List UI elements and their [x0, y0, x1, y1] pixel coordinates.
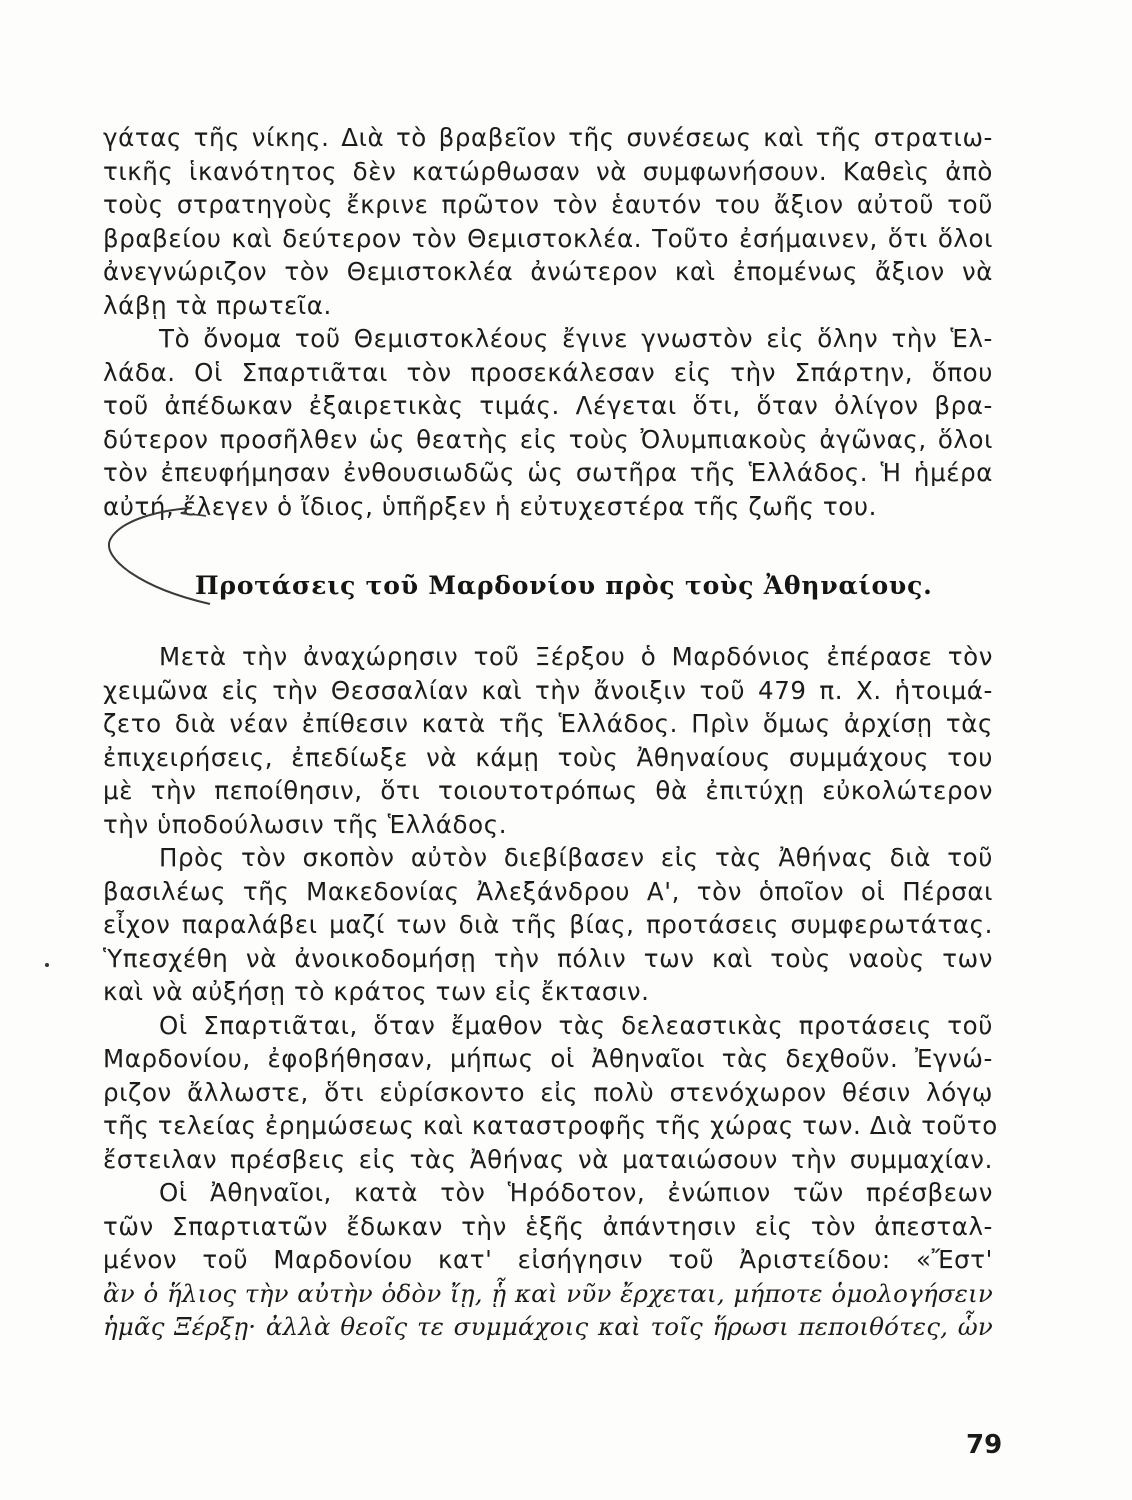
paragraph-5 — [103, 1009, 998, 1177]
text-line: Ὑπεσχέθη νὰ ἀνοικοδομήσῃ τὴν πόλιν των καὶ τοὺς ναοὺς των — [103, 943, 993, 973]
text-line: Τὸ ὄνομα τοῦ Θεμιστοκλέους ἔγινε γνωστὸν εἰς ὅλην τὴν Ἑλ- — [159, 324, 993, 353]
text-line: τῆς τελείας ἐρημώσεως καὶ καταστροφῆς τῆς χώρας των. Διὰ τοῦτο — [103, 1111, 998, 1140]
text-section-1 — [103, 121, 993, 523]
quote-line: ἡμᾶς Ξέρξῃ· ἀλλὰ θεοῖς τε συμμάχοις καὶ τοῖς ἥρωσι πεποιθότες, ὧν — [103, 1312, 993, 1341]
text-line: λάδα. Οἱ Σπαρτιᾶται τὸν προσεκάλεσαν εἰς τὴν Σπάρτην, ὅπου — [103, 357, 993, 387]
scan-speck — [45, 963, 49, 967]
text-line: καὶ νὰ αὐξήσῃ τὸ κράτος των εἰς ἔκτασιν. — [103, 977, 650, 1006]
text-line: τὸν ἐπευφήμησαν ἐνθουσιωδῶς ὡς σωτῆρα τῆς Ἑλλάδος. Ἡ ἡμέρα — [103, 458, 993, 487]
text-line: ἐπιχειρήσεις, ἐπεδίωξε νὰ κάμῃ τοὺς Ἀθηναίους συμμάχους του — [103, 742, 993, 772]
paragraph-4 — [103, 841, 993, 1009]
text-line: δύτερον προσῆλθεν ὡς θεατὴς εἰς τοὺς Ὀλυμπιακοὺς ἀγῶνας, ὅλοι — [103, 424, 993, 454]
text-line: Πρὸς τὸν σκοπὸν αὐτὸν διεβίβασεν εἰς τὰς Ἀθήνας διὰ τοῦ — [159, 843, 993, 872]
text-line: ἀνεγνώριζον τὸν Θεμιστοκλέα ἀνώτερον καὶ ἐπομένως ἄξιον νὰ — [103, 257, 993, 286]
text-line: ριζον ἄλλωστε, ὅτι εὑρίσκοντο εἰς πολὺ στενόχωρον θέσιν λόγῳ — [103, 1077, 993, 1107]
text-line: λάβῃ τὰ πρωτεῖα. — [103, 290, 332, 320]
text-line: τῶν Σπαρτιατῶν ἔδωκαν τὴν ἑξῆς ἀπάντησιν εἰς τὸν ἀπεσταλ- — [103, 1211, 993, 1241]
text-line: Μαρδονίου, ἐφοβήθησαν, μήπως οἱ Ἀθηναῖοι τὰς δεχθοῦν. Ἐγνώ- — [103, 1044, 993, 1073]
text-line: βραβείου καὶ δεύτερον τὸν Θεμιστοκλέα. Τοῦτο ἐσήμαινεν, ὅτι ὅλοι — [103, 223, 993, 253]
text-line: εἶχον παραλάβει μαζί των διὰ τῆς βίας, προτάσεις συμφερωτάτας. — [103, 910, 993, 939]
text-section-2 — [103, 640, 998, 1344]
section-heading: Προτάσεις τοῦ Μαρδονίου πρὸς τοὺς Ἀθηναίους. — [195, 571, 933, 600]
quote-line: ἂν ὁ ἥλιος τὴν αὐτὴν ὁδὸν ἴῃ, ᾗ καὶ νῦν ἔρχεται, μήποτε ὁμολογήσειν — [103, 1278, 993, 1308]
text-line: ζετο διὰ νέαν ἐπίθεσιν κατὰ τῆς Ἑλλάδος. Πρὶν ὅμως ἀρχίσῃ τὰς — [103, 709, 993, 738]
paragraph-3 — [103, 640, 993, 841]
text-line: Οἱ Ἀθηναῖοι, κατὰ τὸν Ἡρόδοτον, ἐνώπιον τῶν πρέσβεων — [159, 1178, 993, 1207]
paragraph-6 — [103, 1176, 993, 1344]
page-number: 79 — [966, 1430, 1003, 1460]
text-line: τὴν ὑποδούλωσιν τῆς Ἑλλάδος. — [103, 809, 508, 839]
text-line: μὲ τὴν πεποίθησιν, ὅτι τοιουτοτρόπως θὰ ἐπιτύχῃ εὐκολώτερον — [103, 776, 993, 805]
text-line: τοῦ ἀπέδωκαν ἐξαιρετικὰς τιμάς. Λέγεται ὅτι, ὅταν ὀλίγον βρα- — [103, 391, 993, 420]
text-line: βασιλέως τῆς Μακεδονίας Ἀλεξάνδρου Α', τὸν ὁποῖον οἱ Πέρσαι — [103, 876, 993, 906]
text-line: Μετὰ τὴν ἀναχώρησιν τοῦ Ξέρξου ὁ Μαρδόνιος ἐπέρασε τὸν — [159, 642, 993, 671]
text-line: χειμῶνα εἰς τὴν Θεσσαλίαν καὶ τὴν ἄνοιξιν τοῦ 479 π. Χ. ἡτοιμά- — [103, 675, 993, 705]
text-line: τοὺς στρατηγοὺς ἔκρινε πρῶτον τὸν ἑαυτόν του ἄξιον αὐτοῦ τοῦ — [103, 190, 993, 219]
text-line: ἔστειλαν πρέσβεις εἰς τὰς Ἀθήνας νὰ ματαιώσουν τὴν συμμαχίαν. — [103, 1144, 993, 1174]
text-line: μένον τοῦ Μαρδονίου κατ' εἰσήγησιν τοῦ Ἀριστείδου: «Ἔστ' — [103, 1245, 993, 1274]
paragraph-2 — [103, 322, 993, 523]
text-line: γάτας τῆς νίκης. Διὰ τὸ βραβεῖον τῆς συνέσεως καὶ τῆς στρατιω- — [103, 123, 993, 152]
paragraph-1 — [103, 121, 993, 322]
text-line: τικῆς ἱκανότητος δὲν κατώρθωσαν νὰ συμφωνήσουν. Καθεὶς ἀπὸ — [103, 156, 993, 186]
text-line: αὐτή, ἔλεγεν ὁ ἴδιος, ὑπῆρξεν ἡ εὐτυχεστέρα τῆς ζωῆς του. — [103, 491, 878, 521]
text-line: Οἱ Σπαρτιᾶται, ὅταν ἔμαθον τὰς δελεαστικὰς προτάσεις τοῦ — [159, 1010, 993, 1040]
pencil-annotation-mark — [100, 500, 220, 630]
